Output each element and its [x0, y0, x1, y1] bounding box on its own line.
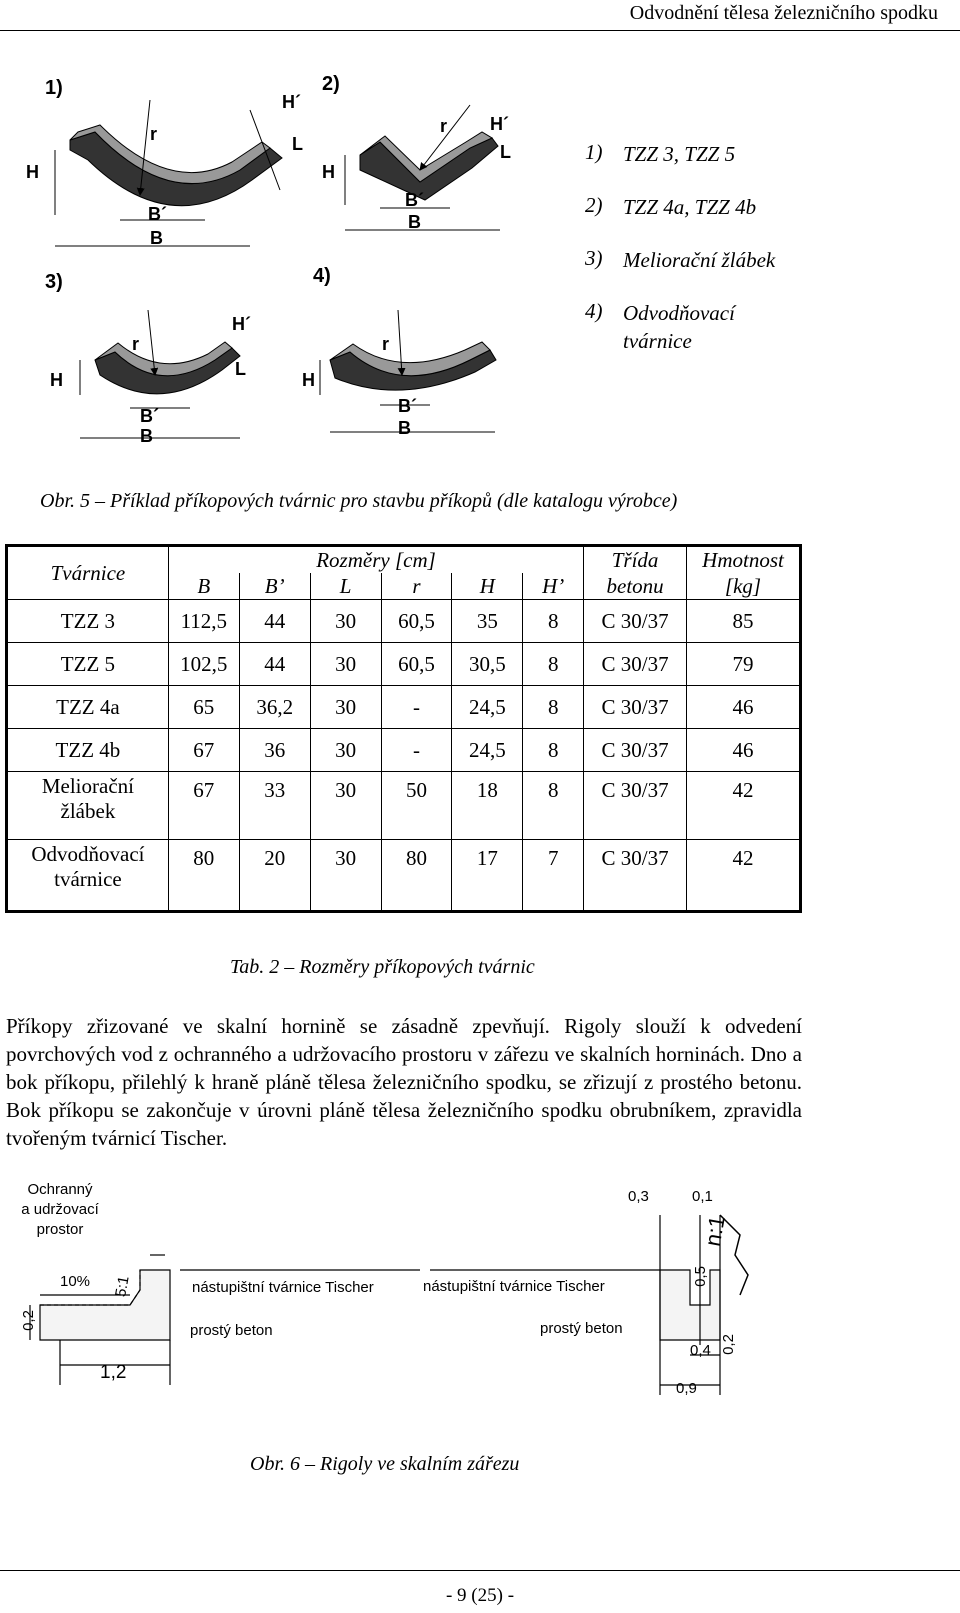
header-hmotnost-2: [kg] — [687, 573, 801, 600]
label-ochranny-prostor: Ochranný a udržovací prostor — [21, 1181, 99, 1238]
svg-text:H´: H´ — [232, 314, 251, 334]
label-0-4: 0,4 — [690, 1342, 711, 1359]
header-title: Odvodnění tělesa železničního spodku — [629, 2, 938, 24]
svg-text:L: L — [235, 359, 246, 379]
figure-6-caption: Obr. 6 – Rigoly ve skalním zářezu — [250, 1453, 520, 1475]
svg-text:H: H — [26, 162, 39, 182]
svg-text:B´: B´ — [405, 190, 424, 210]
label-0-1: 0,1 — [692, 1188, 713, 1205]
svg-text:B´: B´ — [140, 406, 159, 426]
label-tischer-left: nástupištní tvárnice Tischer — [192, 1279, 374, 1296]
page-number: - 9 (25) - — [445, 1585, 515, 1606]
legend-item: 1) TZZ 3, TZZ 5 — [585, 140, 736, 166]
label-0-3: 0,3 — [628, 1188, 649, 1205]
header-trida-1: Třída — [584, 546, 687, 574]
svg-text:H: H — [302, 370, 315, 390]
label-1-2: 1,2 — [100, 1362, 127, 1383]
trough-4-drawing — [302, 310, 496, 438]
svg-text:B: B — [398, 418, 411, 438]
label-beton-left: prostý beton — [190, 1322, 273, 1339]
trough-2-drawing — [322, 105, 511, 232]
trough-3-drawing — [50, 310, 251, 446]
label-beton-right: prostý beton — [540, 1320, 623, 1337]
svg-text:B´: B´ — [398, 396, 417, 416]
table-row: TZZ 5 102,5 44 30 60,5 30,5 8 C 30/37 79 — [7, 643, 801, 686]
fig5-label-2: 2) — [322, 73, 340, 95]
table-row: Odvodňovací tvárnice 80 20 30 80 17 7 C 30/37 42 — [7, 840, 801, 912]
header-divider — [0, 30, 960, 31]
label-tischer-right: nástupištní tvárnice Tischer — [423, 1278, 605, 1295]
svg-text:B´: B´ — [148, 204, 167, 224]
table-row: TZZ 4b 67 36 30 - 24,5 8 C 30/37 46 — [7, 729, 801, 772]
figure-5-drawings — [0, 60, 960, 480]
table-header-row-2: B B’ L r H H’ betonu [kg] — [7, 573, 801, 600]
svg-text:H: H — [50, 370, 63, 390]
label-0-2-left: 0,2 — [19, 1310, 37, 1331]
table-caption: Tab. 2 – Rozměry příkopových tvárnic — [230, 956, 535, 978]
label-n-1: n:1 — [699, 1213, 730, 1249]
svg-text:B: B — [408, 212, 421, 232]
header-hmotnost-1: Hmotnost — [687, 546, 801, 574]
svg-text:L: L — [500, 142, 511, 162]
svg-text:r: r — [132, 334, 140, 354]
svg-text:r: r — [382, 334, 390, 354]
table-row: TZZ 3 112,5 44 30 60,5 35 8 C 30/37 85 — [7, 600, 801, 643]
label-0-2-right: 0,2 — [719, 1334, 737, 1355]
svg-text:r: r — [440, 116, 448, 136]
legend-item: 4) Odvodňovací tvárnice — [585, 299, 735, 353]
svg-text:H: H — [322, 162, 335, 182]
header-tvarnice: Tvárnice — [7, 546, 169, 600]
table-header-row-1 — [7, 546, 801, 574]
figure-6-drawing — [0, 1195, 810, 1455]
header-rozmery: Rozměry [cm] — [316, 547, 436, 572]
svg-text:B: B — [140, 426, 153, 446]
table-row: TZZ 4a 65 36,2 30 - 24,5 8 C 30/37 46 — [7, 686, 801, 729]
figure-5-legend — [585, 140, 798, 352]
figure-5-caption: Obr. 5 – Příklad příkopových tvárnic pro stavbu příkopů (dle katalogu výrobce) — [40, 490, 678, 512]
header-trida-2: betonu — [584, 573, 687, 600]
fig5-label-4: 4) — [313, 265, 331, 287]
svg-text:r: r — [150, 124, 158, 144]
label-0-5: 0,5 — [691, 1266, 709, 1287]
svg-text:L: L — [292, 134, 303, 154]
svg-text:H´: H´ — [282, 92, 301, 112]
body-paragraph: Příkopy zřizované ve skalní hornině se zásadně zpevňují. Rigoly slouží k odvedení povrchových vod z ochranného a udržovacího prostoru v zářezu ve skalních horninách. Dno a bok příkopu, přilehlý k hraně pláně tělesa železničního spodku, se zřizují z prostého betonu. Bok příkopu se zakončuje v úrovni pláně tělesa železničního spodku obrubníkem, zpravidla tvořeným tvárnicí Tischer. — [6, 1014, 802, 1150]
svg-text:H´: H´ — [490, 114, 509, 134]
footer-divider — [0, 1570, 960, 1571]
label-slope-5-1: 5:1 — [112, 1274, 133, 1299]
label-0-9: 0,9 — [676, 1380, 697, 1397]
legend-item: 3) Meliorační žlábek — [585, 246, 776, 272]
trough-1-drawing — [26, 92, 303, 248]
svg-text:B: B — [150, 228, 163, 248]
label-10pct: 10% — [60, 1273, 91, 1290]
dimensions-table — [5, 544, 802, 913]
legend-item: 2) TZZ 4a, TZZ 4b — [585, 193, 757, 219]
table-row: Meliorační žlábek 67 33 30 50 18 8 C 30/37 42 — [7, 772, 801, 840]
fig5-label-3: 3) — [45, 271, 63, 293]
fig5-label-1: 1) — [45, 77, 63, 99]
